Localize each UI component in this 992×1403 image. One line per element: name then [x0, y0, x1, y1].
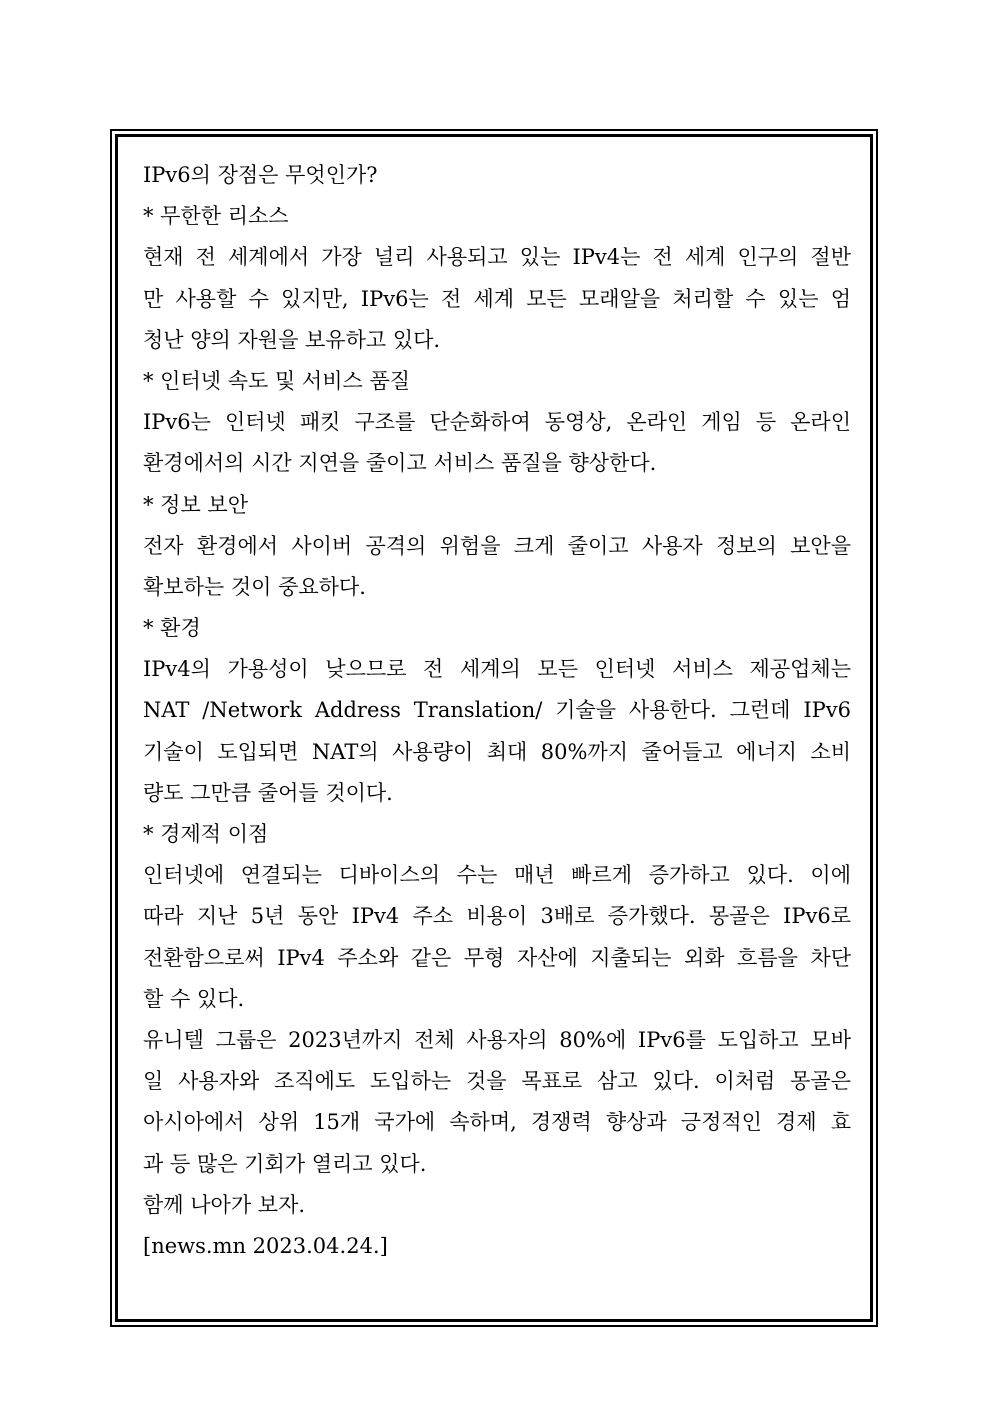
text-line: * 경제적 이점	[143, 822, 269, 846]
text-line: IPv6는 인터넷 패킷 구조를 단순화하여 동영상, 온라인 게임 등 온라인	[143, 410, 851, 435]
text-line: 할 수 있다.	[143, 986, 245, 1011]
text-line: 기술이 도입되면 NAT의 사용량이 최대 80%까지 줄어들고 에너지 소비	[143, 739, 851, 764]
text-line: IPv4의 가용성이 낮으므로 전 세계의 모든 인터넷 서비스 제공업체는	[143, 657, 851, 682]
text-line: IPv6의 장점은 무엇인가?	[143, 163, 378, 187]
text-line: 환경에서의 시간 지연을 줄이고 서비스 품질을 향상한다.	[143, 451, 657, 476]
text-line: * 인터넷 속도 및 서비스 품질	[143, 368, 411, 393]
text-line: 현재 전 세계에서 가장 널리 사용되고 있는 IPv4는 전 세계 인구의 절반	[143, 245, 851, 270]
text-line: 아시아에서 상위 15개 국가에 속하며, 경쟁력 향상과 긍정적인 경제 효	[143, 1110, 851, 1135]
text-line: 유니텔 그룹은 2023년까지 전체 사용자의 80%에 IPv6를 도입하고 모바	[143, 1027, 851, 1052]
text-line: 전자 환경에서 사이버 공격의 위험을 크게 줄이고 사용자 정보의 보안을	[143, 533, 851, 558]
text-line: 인터넷에 연결되는 디바이스의 수는 매년 빠르게 증가하고 있다. 이에	[143, 863, 851, 888]
text-line: [news.mn 2023.04.24.]	[143, 1233, 388, 1258]
text-line: 량도 그만큼 줄어들 것이다.	[143, 780, 393, 805]
text-line: 확보하는 것이 중요하다.	[143, 574, 366, 599]
text-line: 청난 양의 자원을 보유하고 있다.	[143, 327, 441, 352]
text-line: 일 사용자와 조직에도 도입하는 것을 목표로 삼고 있다. 이처럼 몽골은	[143, 1069, 851, 1094]
text-line: 만 사용할 수 있지만, IPv6는 전 세계 모든 모래알을 처리할 수 있는 엄	[143, 286, 851, 311]
text-line: 과 등 많은 기회가 열리고 있다.	[143, 1151, 427, 1176]
text-line: 함께 나아가 보자.	[143, 1192, 306, 1217]
text-line: * 무한한 리소스	[143, 204, 289, 229]
text-line: * 환경	[143, 616, 201, 641]
text-line: * 정보 보안	[143, 492, 248, 517]
text-line: 전환함으로써 IPv4 주소와 같은 무형 자산에 지출되는 외화 흐름을 차단	[143, 945, 851, 970]
text-line: 따라 지난 5년 동안 IPv4 주소 비용이 3배로 증가했다. 몽골은 IPv6로	[143, 904, 851, 929]
document-body	[143, 155, 851, 1267]
text-line: NAT /Network Address Translation/ 기술을 사용한다. 그런데 IPv6	[143, 698, 851, 723]
